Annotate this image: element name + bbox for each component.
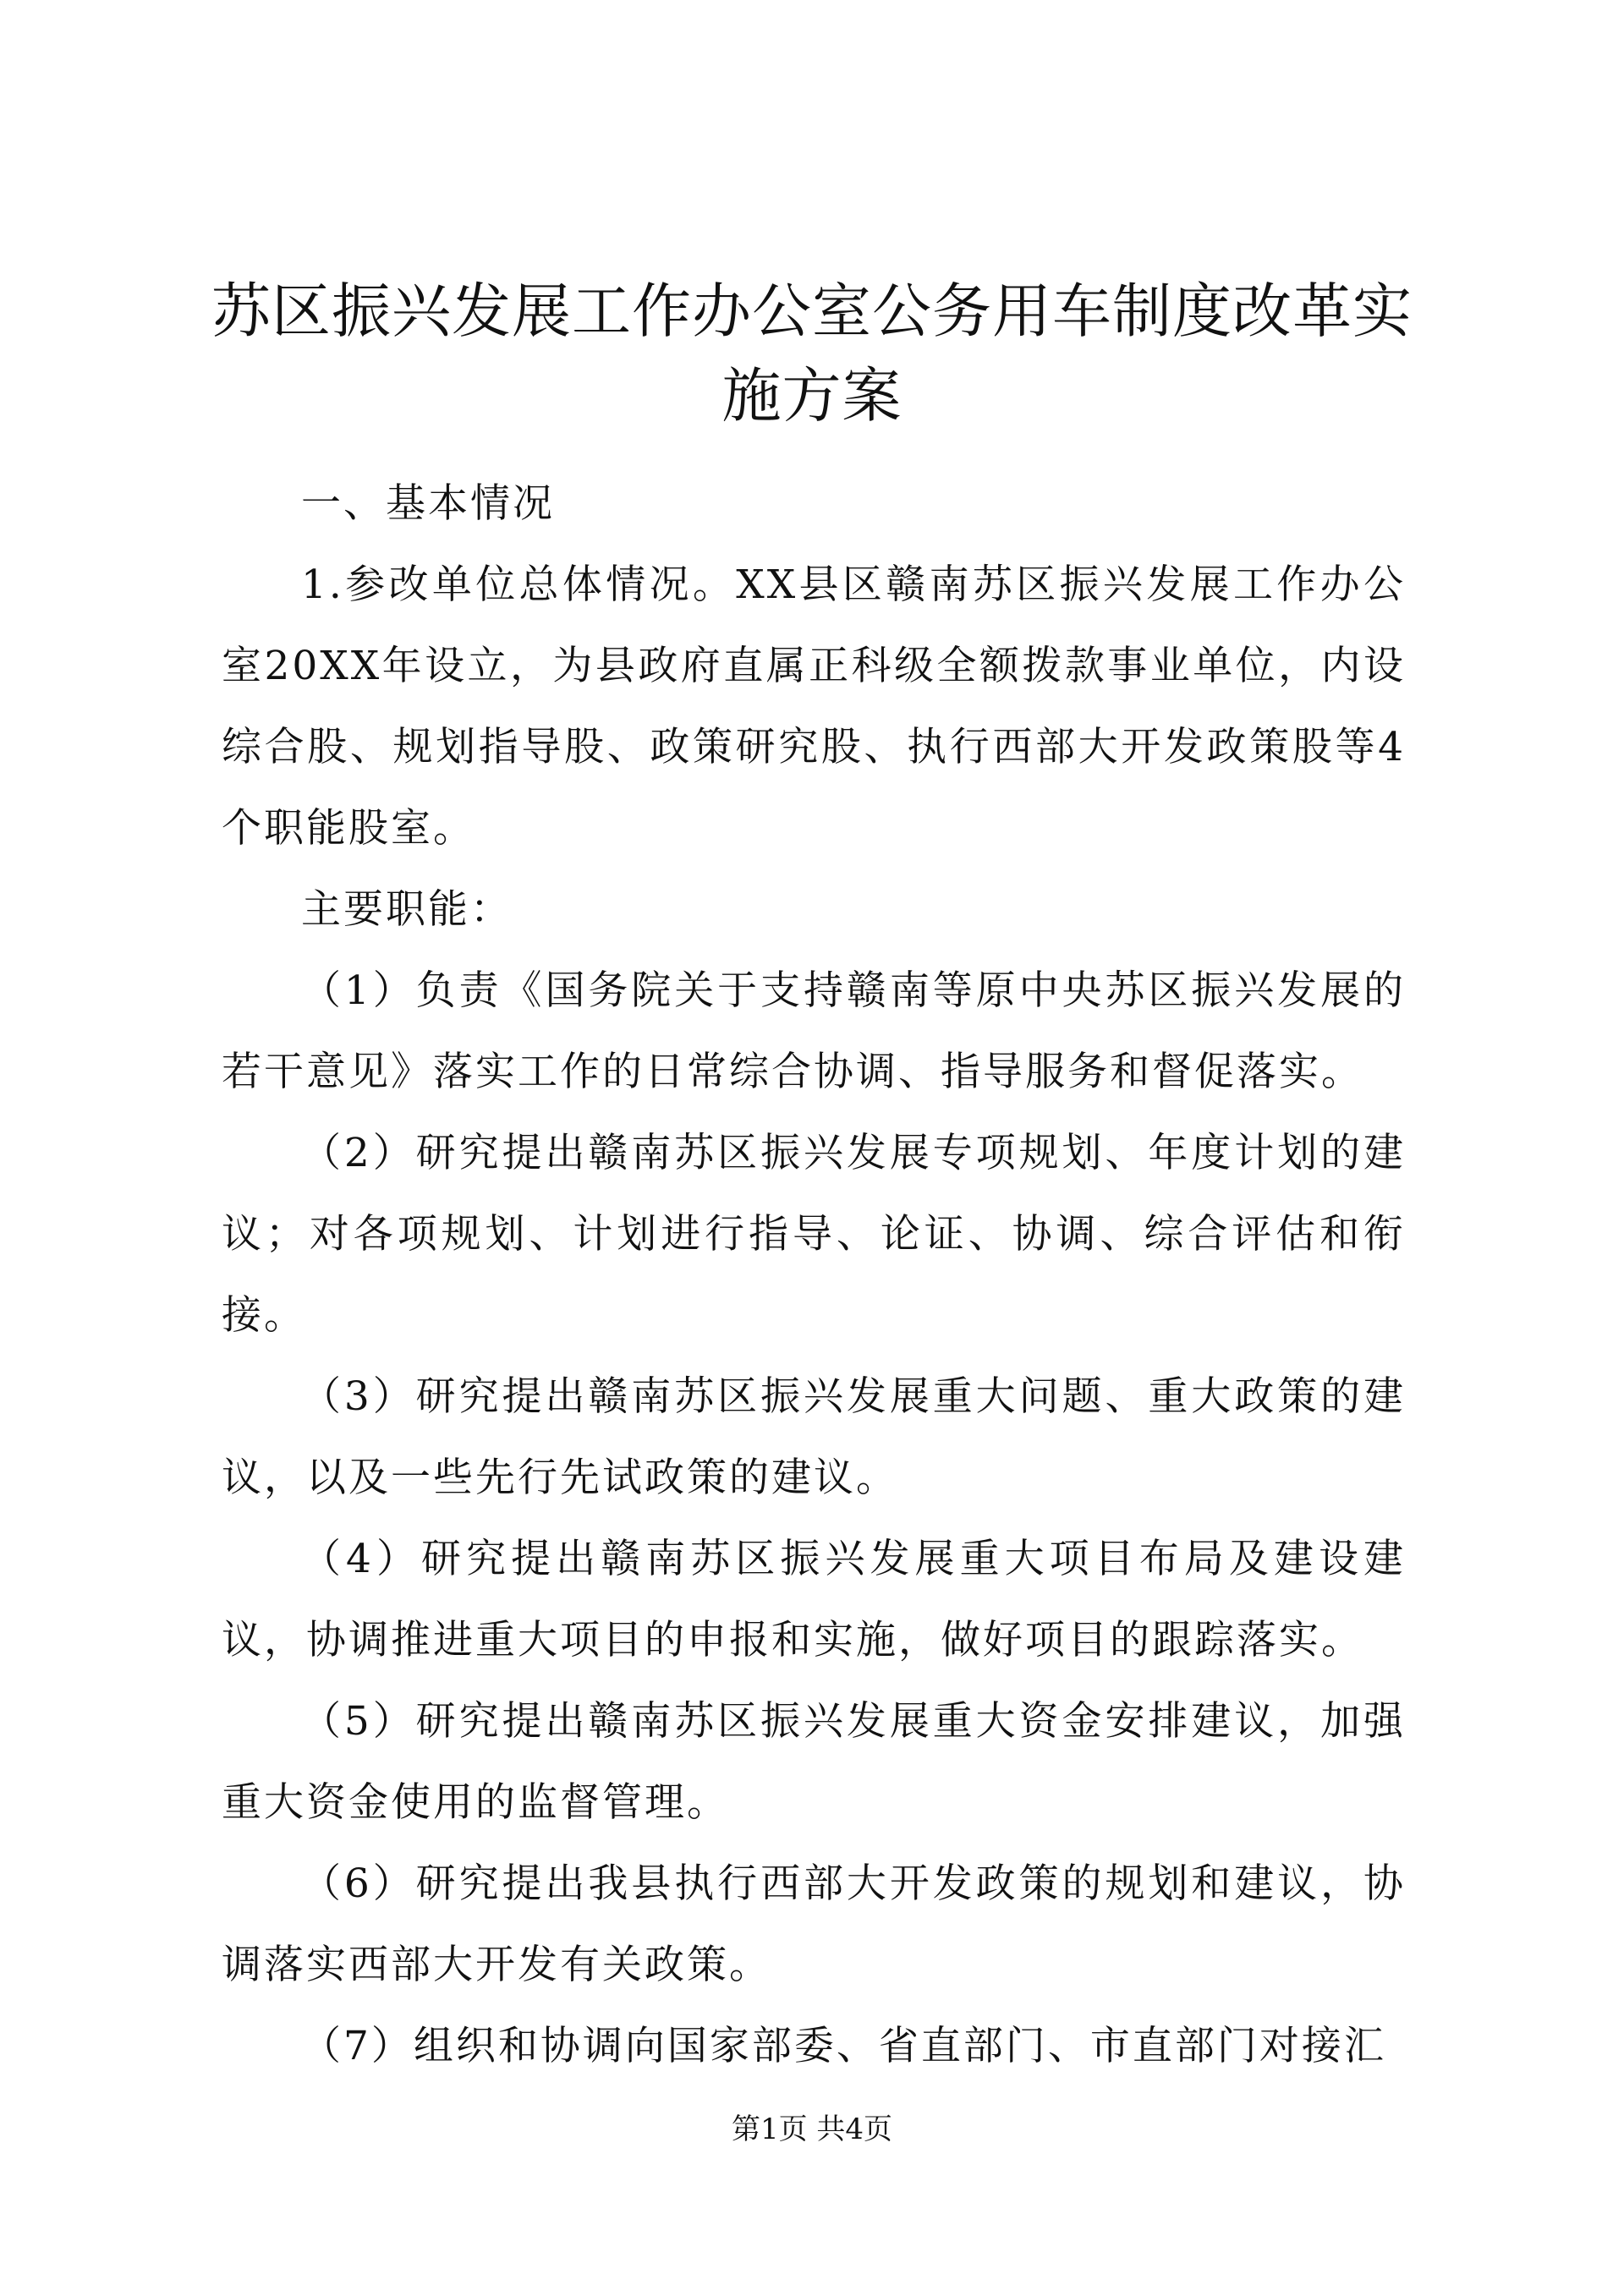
paragraph: 1.参改单位总体情况。XX县区赣南苏区振兴发展工作办公室20XX年设立，为县政府直属正科级全额拨款事业单位，内设综合股、规划指导股、政策研究股、执行西部大开发政策股等4个职能股室。	[222, 562, 1406, 852]
list-item: （6）研究提出我县执行西部大开发政策的规划和建议，协调落实西部大开发有关政策。	[222, 1860, 1406, 1988]
list-item: （3）研究提出赣南苏区振兴发展重大问题、重大政策的建议，以及一些先行先试政策的建议。	[222, 1373, 1406, 1501]
page-footer: 第1页 共4页	[731, 2112, 893, 2146]
list-item: （1）负责《国务院关于支持赣南等原中央苏区振兴发展的若干意见》落实工作的日常综合协调、指导服务和督促落实。	[222, 967, 1406, 1095]
list-item: （7）组织和协调向国家部委、省直部门、市直部门对接汇	[301, 2023, 1386, 2069]
paragraph: 主要职能：	[301, 886, 513, 933]
section-heading: 一、基本情况	[301, 480, 555, 527]
list-item: （5）研究提出赣南苏区振兴发展重大资金安排建议，加强重大资金使用的监督管理。	[222, 1698, 1406, 1826]
document-title: 苏区振兴发展工作办公室公务用车制度改革实施方案	[211, 277, 1413, 430]
document-body	[222, 463, 1406, 2087]
list-item: （4）研究提出赣南苏区振兴发展重大项目布局及建设建议，协调推进重大项目的申报和实施，做好项目的跟踪落实。	[222, 1536, 1406, 1663]
list-item: （2）研究提出赣南苏区振兴发展专项规划、年度计划的建议；对各项规划、计划进行指导、论证、协调、综合评估和衔接。	[222, 1130, 1406, 1339]
